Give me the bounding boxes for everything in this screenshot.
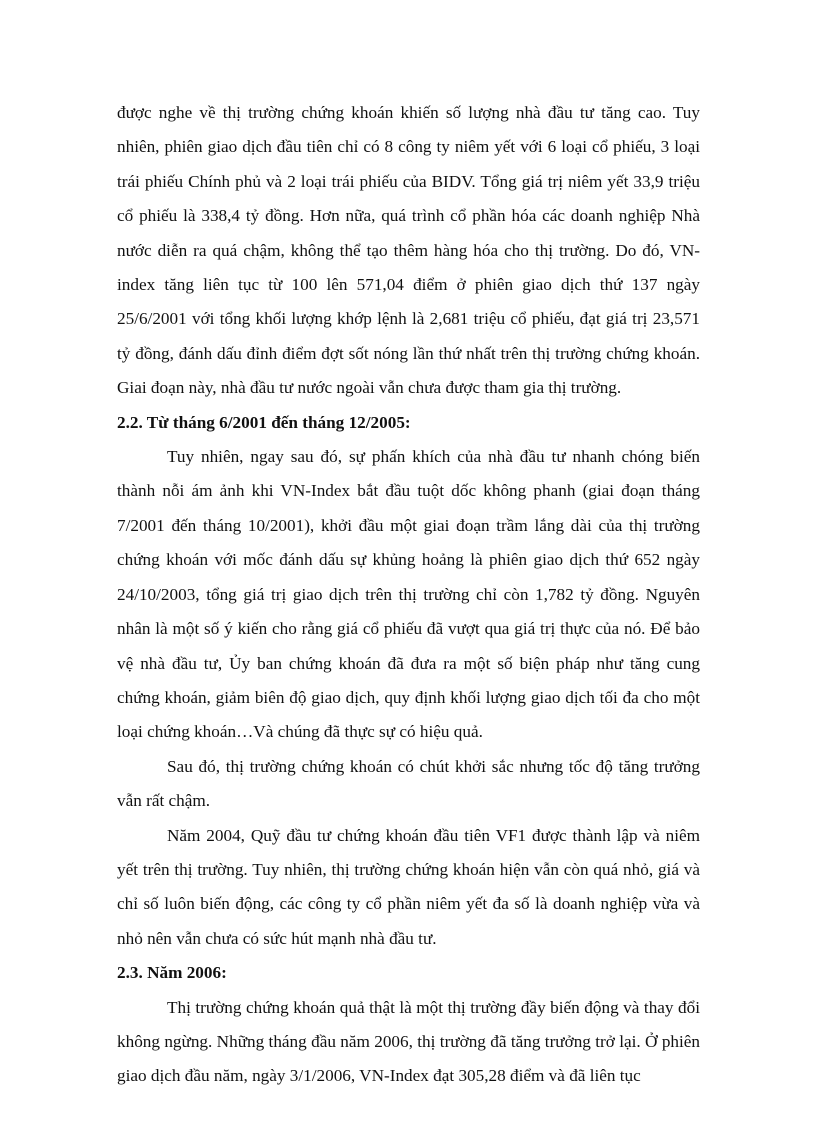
- paragraph-downturn: Tuy nhiên, ngay sau đó, sự phấn khích của nhà đầu tư nhanh chóng biến thành nỗi ám ảnh khi VN-Index bắt đầu tuột dốc không phanh (giai đoạn tháng 7/2001 đến tháng 10/2001), khởi đầu một giai đoạn trầm lắng dài của thị trường chứng khoán với mốc đánh dấu sự khủng hoảng là phiên giao dịch thứ 652 ngày 24/10/2003, tổng giá trị giao dịch trên thị trường chỉ còn 1,782 tỷ đồng. Nguyên nhân là một số ý kiến cho rằng giá cổ phiếu đã vượt qua giá trị thực của nó. Để bảo vệ nhà đầu tư, Ủy ban chứng khoán đã đưa ra một số biện pháp như tăng cung chứng khoán, giảm biên độ giao dịch, quy định khối lượng giao dịch tối đa cho một loại chứng khoán…Và chúng đã thực sự có hiệu quả.: [117, 447, 700, 742]
- paragraph-slow-recovery: Sau đó, thị trường chứng khoán có chút khởi sắc nhưng tốc độ tăng trưởng vẫn rất chậm.: [117, 756, 700, 811]
- section-heading-2-2: 2.2. Từ tháng 6/2001 đến tháng 12/2005:: [117, 412, 411, 432]
- section-heading-2-3: 2.3. Năm 2006:: [117, 963, 227, 983]
- document-page: [117, 96, 700, 1094]
- paragraph-listing-overview: được nghe về thị trường chứng khoán khiến số lượng nhà đầu tư tăng cao. Tuy nhiên, phiên giao dịch đầu tiên chỉ có 8 công ty niêm yết với 6 loại cổ phiếu, 3 loại trái phiếu Chính phủ và 2 loại trái phiếu của BIDV. Tổng giá trị niêm yết 33,9 triệu cổ phiếu là 338,4 tỷ đồng. Hơn nữa, quá trình cổ phần hóa các doanh nghiệp Nhà nước diễn ra quá chậm, không thể tạo thêm hàng hóa cho thị trường. Do đó, VN-index tăng liên tục từ 100 lên 571,04 điểm ở phiên giao dịch thứ 137 ngày 25/6/2001 với tổng khối lượng khớp lệnh là 2,681 triệu cổ phiếu, đạt giá trị 23,571 tỷ đồng, đánh dấu đỉnh điểm đợt sốt nóng lần thứ nhất trên thị trường chứng khoán. Giai đoạn này, nhà đầu tư nước ngoài vẫn chưa được tham gia thị trường.: [117, 103, 700, 398]
- paragraph-vf1-fund: Năm 2004, Quỹ đầu tư chứng khoán đầu tiên VF1 được thành lập và niêm yết trên thị trường. Tuy nhiên, thị trường chứng khoán hiện vẫn còn quá nhỏ, giá và chỉ số luôn biến động, các công ty cổ phần niêm yết đa số là doanh nghiệp vừa và nhỏ nên vẫn chưa có sức hút mạnh nhà đầu tư.: [117, 825, 700, 948]
- paragraph-2006-market: Thị trường chứng khoán quả thật là một thị trường đầy biến động và thay đổi không ngừng. Những tháng đầu năm 2006, thị trường đã tăng trưởng trở lại. Ở phiên giao dịch đầu năm, ngày 3/1/2006, VN-Index đạt 305,28 điểm và đã liên tục: [117, 997, 700, 1086]
